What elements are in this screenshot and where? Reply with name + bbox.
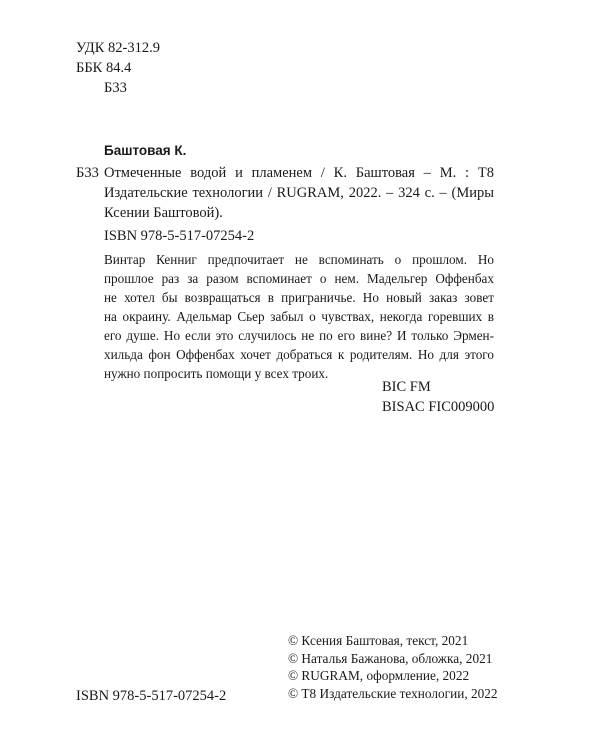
copyright-line: © RUGRAM, оформление, 2022: [288, 668, 470, 683]
isbn-footer: ISBN 978-5-517-07254-2: [76, 688, 227, 704]
annotation: [104, 250, 494, 383]
udk-code: УДК 82-312.9: [76, 40, 160, 56]
author-mark: Б33: [76, 165, 99, 181]
annotation-line: Винтар Кенниг предпочитает не вспоминать о прошлом. Но: [104, 252, 494, 267]
copyright-block: [288, 632, 498, 702]
copyright-line: © Т8 Издательские технологии, 2022: [288, 685, 498, 701]
author-mark-top: Б33: [104, 80, 127, 96]
copyright-line: © Ксения Баштовая, текст, 2021: [288, 633, 469, 648]
bbk-code: ББК 84.4: [76, 60, 132, 76]
annotation-line: на окраину. Адельмар Сьер забыл о чувствах, некогда горевших в: [104, 309, 494, 324]
bisac-code: BISAC FIC009000: [382, 399, 495, 415]
isbn-record: ISBN 978-5-517-07254-2: [104, 228, 255, 244]
annotation-line: его душе. Но если это случилось не по его вине? И только Эрмен-: [104, 328, 494, 343]
description-line: Отмеченные водой и пламенем / К. Баштовая – М. : Т8: [104, 165, 494, 181]
description-line: Ксении Баштовой).: [104, 205, 223, 221]
author-name: Баштовая К.: [104, 143, 187, 158]
bic-code: BIC FM: [382, 379, 431, 395]
annotation-line: хильда фон Оффенбах хочет добраться к родителям. Но для этого: [104, 347, 494, 362]
annotation-line: прошлое раз за разом вспоминает о нем. Мадельгер Оффенбах: [104, 271, 494, 286]
bibliographic-description: [104, 163, 494, 223]
annotation-line: не хотел бы возвращаться в приграничье. Но новый заказ зовет: [104, 290, 494, 305]
annotation-line: нужно попросить помощи у всех троих.: [104, 366, 329, 381]
copyright-line: © Наталья Бажанова, обложка, 2021: [288, 650, 493, 666]
description-line: Издательские технологии / RUGRAM, 2022. – 324 с. – (Миры: [104, 185, 494, 201]
